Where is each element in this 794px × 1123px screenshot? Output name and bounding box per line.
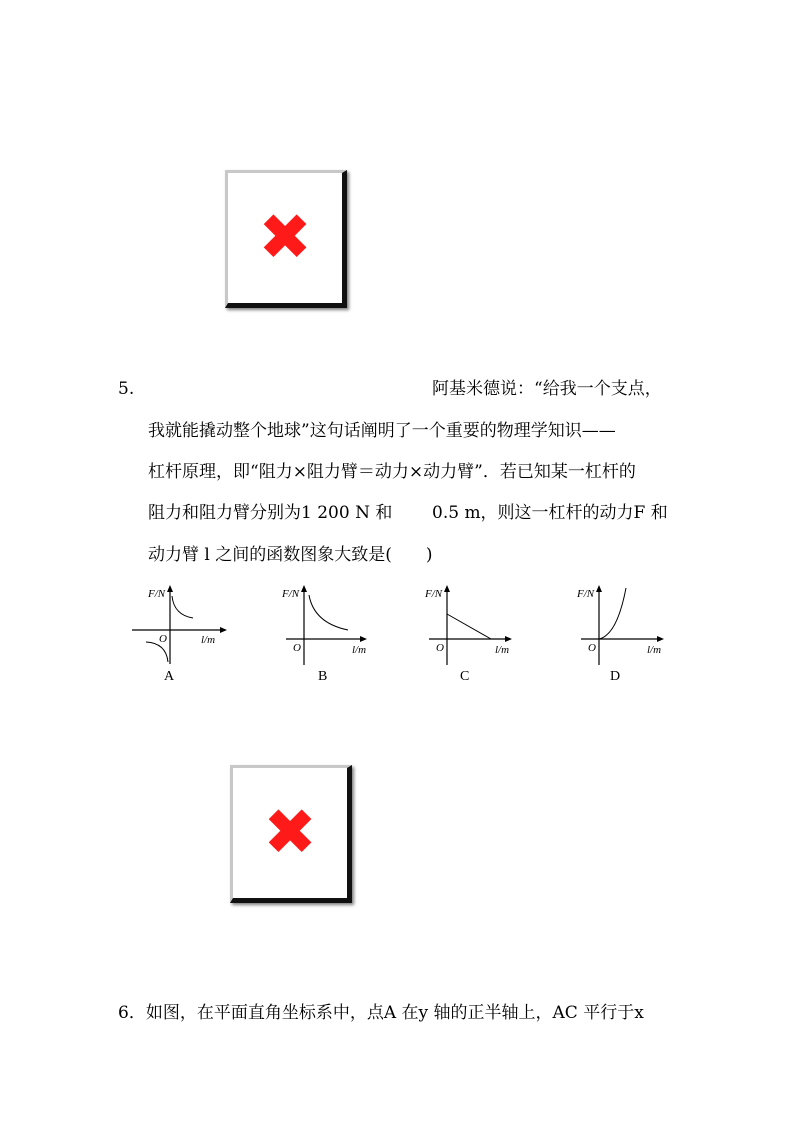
option-b-label: B: [318, 669, 328, 684]
x-axis-label: l/m: [201, 634, 216, 646]
red-x-icon: ✖: [263, 796, 317, 870]
y-axis-label: F/N: [148, 588, 166, 600]
question-5-line-5: 动力臂 l 之间的函数图象大致是( ): [148, 545, 433, 565]
option-a-label: A: [164, 669, 175, 684]
x-axis-label: l/m: [647, 644, 662, 656]
origin-label: O: [588, 642, 596, 654]
question-5-line-4b: 0.5 m，则这一杠杆的动力F 和: [432, 503, 668, 523]
x-axis-label: l/m: [495, 644, 510, 656]
y-axis-label: F/N: [282, 588, 300, 600]
y-axis-label: F/N: [577, 588, 595, 600]
graph-b: [282, 585, 382, 665]
question-5-line-2: 我就能撬动整个地球”这句话阐明了一个重要的物理学知识——: [148, 421, 616, 441]
broken-image-icon: [225, 170, 347, 308]
graph-a: [128, 585, 228, 665]
question-5-line-4a: 阻力和阻力臂分别为1 200 N 和: [148, 503, 393, 523]
y-axis-label: F/N: [425, 588, 443, 600]
x-axis-label: l/m: [352, 644, 367, 656]
question-5-line-3: 杠杆原理，即“阻力×阻力臂＝动力×动力臂”．若已知某一杠杆的: [148, 462, 636, 482]
origin-label: O: [159, 633, 167, 645]
broken-image-icon: [230, 765, 352, 903]
option-c-label: C: [460, 669, 470, 684]
graph-d: [577, 585, 677, 665]
option-d-label: D: [610, 669, 621, 684]
origin-label: O: [293, 642, 301, 654]
graph-c: [425, 585, 525, 665]
question-number-5: 5.: [118, 379, 135, 399]
question-5-intro: 阿基米德说：“给我一个支点，: [432, 379, 662, 399]
red-x-icon: ✖: [258, 201, 312, 275]
question-6-text: 6．如图，在平面直角坐标系中，点A 在y 轴的正半轴上，AC 平行于x: [118, 1003, 644, 1023]
origin-label: O: [436, 642, 444, 654]
